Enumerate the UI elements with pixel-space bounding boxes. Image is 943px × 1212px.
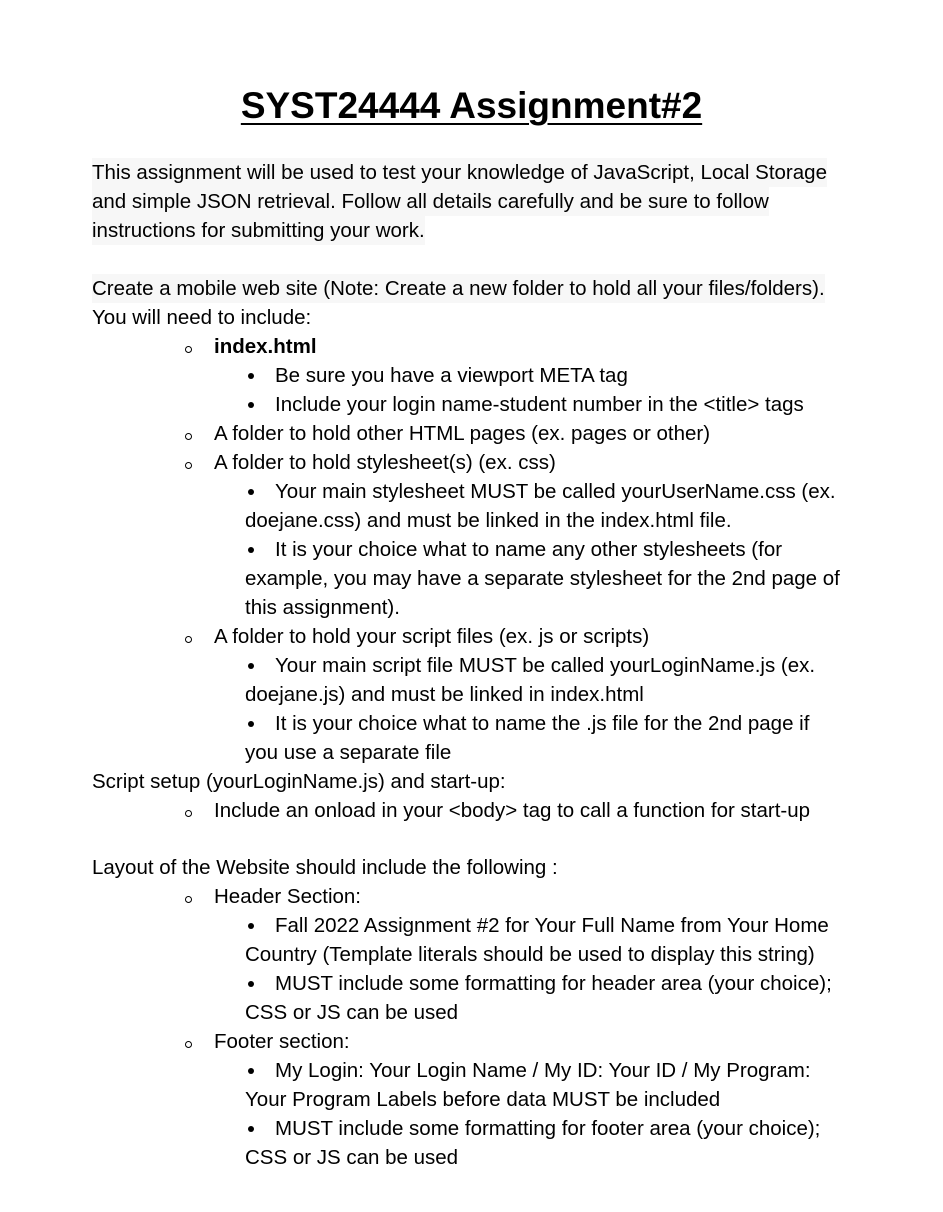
js-bullet-2-line-2: you use a separate file [245, 741, 452, 764]
bullet-icon [248, 1068, 254, 1074]
header-section-item: Header Section: [214, 885, 362, 908]
css-bullet-1-line-1: Your main stylesheet MUST be called yourUserName.css (ex. [275, 480, 836, 503]
circle-bullet-icon [185, 1041, 192, 1048]
css-bullet-2-line-1: It is your choice what to name any other stylesheets (for [275, 538, 783, 561]
circle-bullet-icon [185, 896, 192, 903]
footer-bullet-2-line-1: MUST include some formatting for footer area (your choice); [275, 1117, 821, 1140]
js-bullet-1-line-1: Your main script file MUST be called yourLoginName.js (ex. [275, 654, 816, 677]
index-bullet-2: Include your login name-student number in the <title> tags [275, 393, 804, 416]
create-line-2: You will need to include: [92, 306, 312, 329]
js-bullet-1-line-2: doejane.js) and must be linked in index.html [245, 683, 644, 706]
bullet-icon [248, 663, 254, 669]
page-title: SYST24444 Assignment#2 [240, 85, 703, 126]
header-bullet-1-line-1: Fall 2022 Assignment #2 for Your Full Name from Your Home [275, 914, 829, 937]
circle-bullet-icon [185, 636, 192, 643]
index-bullet-1: Be sure you have a viewport META tag [275, 364, 628, 387]
css-bullet-2-line-2: example, you may have a separate stylesheet for the 2nd page of [245, 567, 840, 590]
layout-heading: Layout of the Website should include the following : [92, 856, 558, 879]
script-setup-item: Include an onload in your <body> tag to call a function for start-up [214, 799, 811, 822]
footer-bullet-1-line-1: My Login: Your Login Name / My ID: Your ID / My Program: [275, 1059, 811, 1082]
pages-folder-item: A folder to hold other HTML pages (ex. pages or other) [214, 422, 711, 445]
header-bullet-2-line-2: CSS or JS can be used [245, 1001, 459, 1024]
intro-line-3: instructions for submitting your work. [92, 216, 425, 245]
bullet-icon [248, 373, 254, 379]
js-bullet-2-line-1: It is your choice what to name the .js file for the 2nd page if [275, 712, 810, 735]
js-folder-item: A folder to hold your script files (ex. js or scripts) [214, 625, 650, 648]
footer-section-item: Footer section: [214, 1030, 350, 1053]
bullet-icon [248, 981, 254, 987]
create-line-1: Create a mobile web site (Note: Create a new folder to hold all your files/folders). [92, 274, 825, 303]
bullet-icon [248, 402, 254, 408]
circle-bullet-icon [185, 433, 192, 440]
header-bullet-2-line-1: MUST include some formatting for header area (your choice); [275, 972, 832, 995]
intro-line-2: and simple JSON retrieval. Follow all details carefully and be sure to follow [92, 187, 769, 216]
bullet-icon [248, 547, 254, 553]
css-bullet-2-line-3: this assignment). [245, 596, 400, 619]
bullet-icon [248, 721, 254, 727]
css-bullet-1-line-2: doejane.css) and must be linked in the index.html file. [245, 509, 732, 532]
header-bullet-1-line-2: Country (Template literals should be used to display this string) [245, 943, 815, 966]
circle-bullet-icon [185, 346, 192, 353]
bullet-icon [248, 1126, 254, 1132]
bullet-icon [248, 923, 254, 929]
css-folder-item: A folder to hold stylesheet(s) (ex. css) [214, 451, 556, 474]
index-html-item: index.html [214, 335, 317, 358]
circle-bullet-icon [185, 462, 192, 469]
script-setup-heading: Script setup (yourLoginName.js) and start-up: [92, 770, 506, 793]
circle-bullet-icon [185, 810, 192, 817]
bullet-icon [248, 489, 254, 495]
intro-line-1: This assignment will be used to test your knowledge of JavaScript, Local Storage [92, 158, 827, 187]
footer-bullet-1-line-2: Your Program Labels before data MUST be included [245, 1088, 721, 1111]
footer-bullet-2-line-2: CSS or JS can be used [245, 1146, 459, 1169]
